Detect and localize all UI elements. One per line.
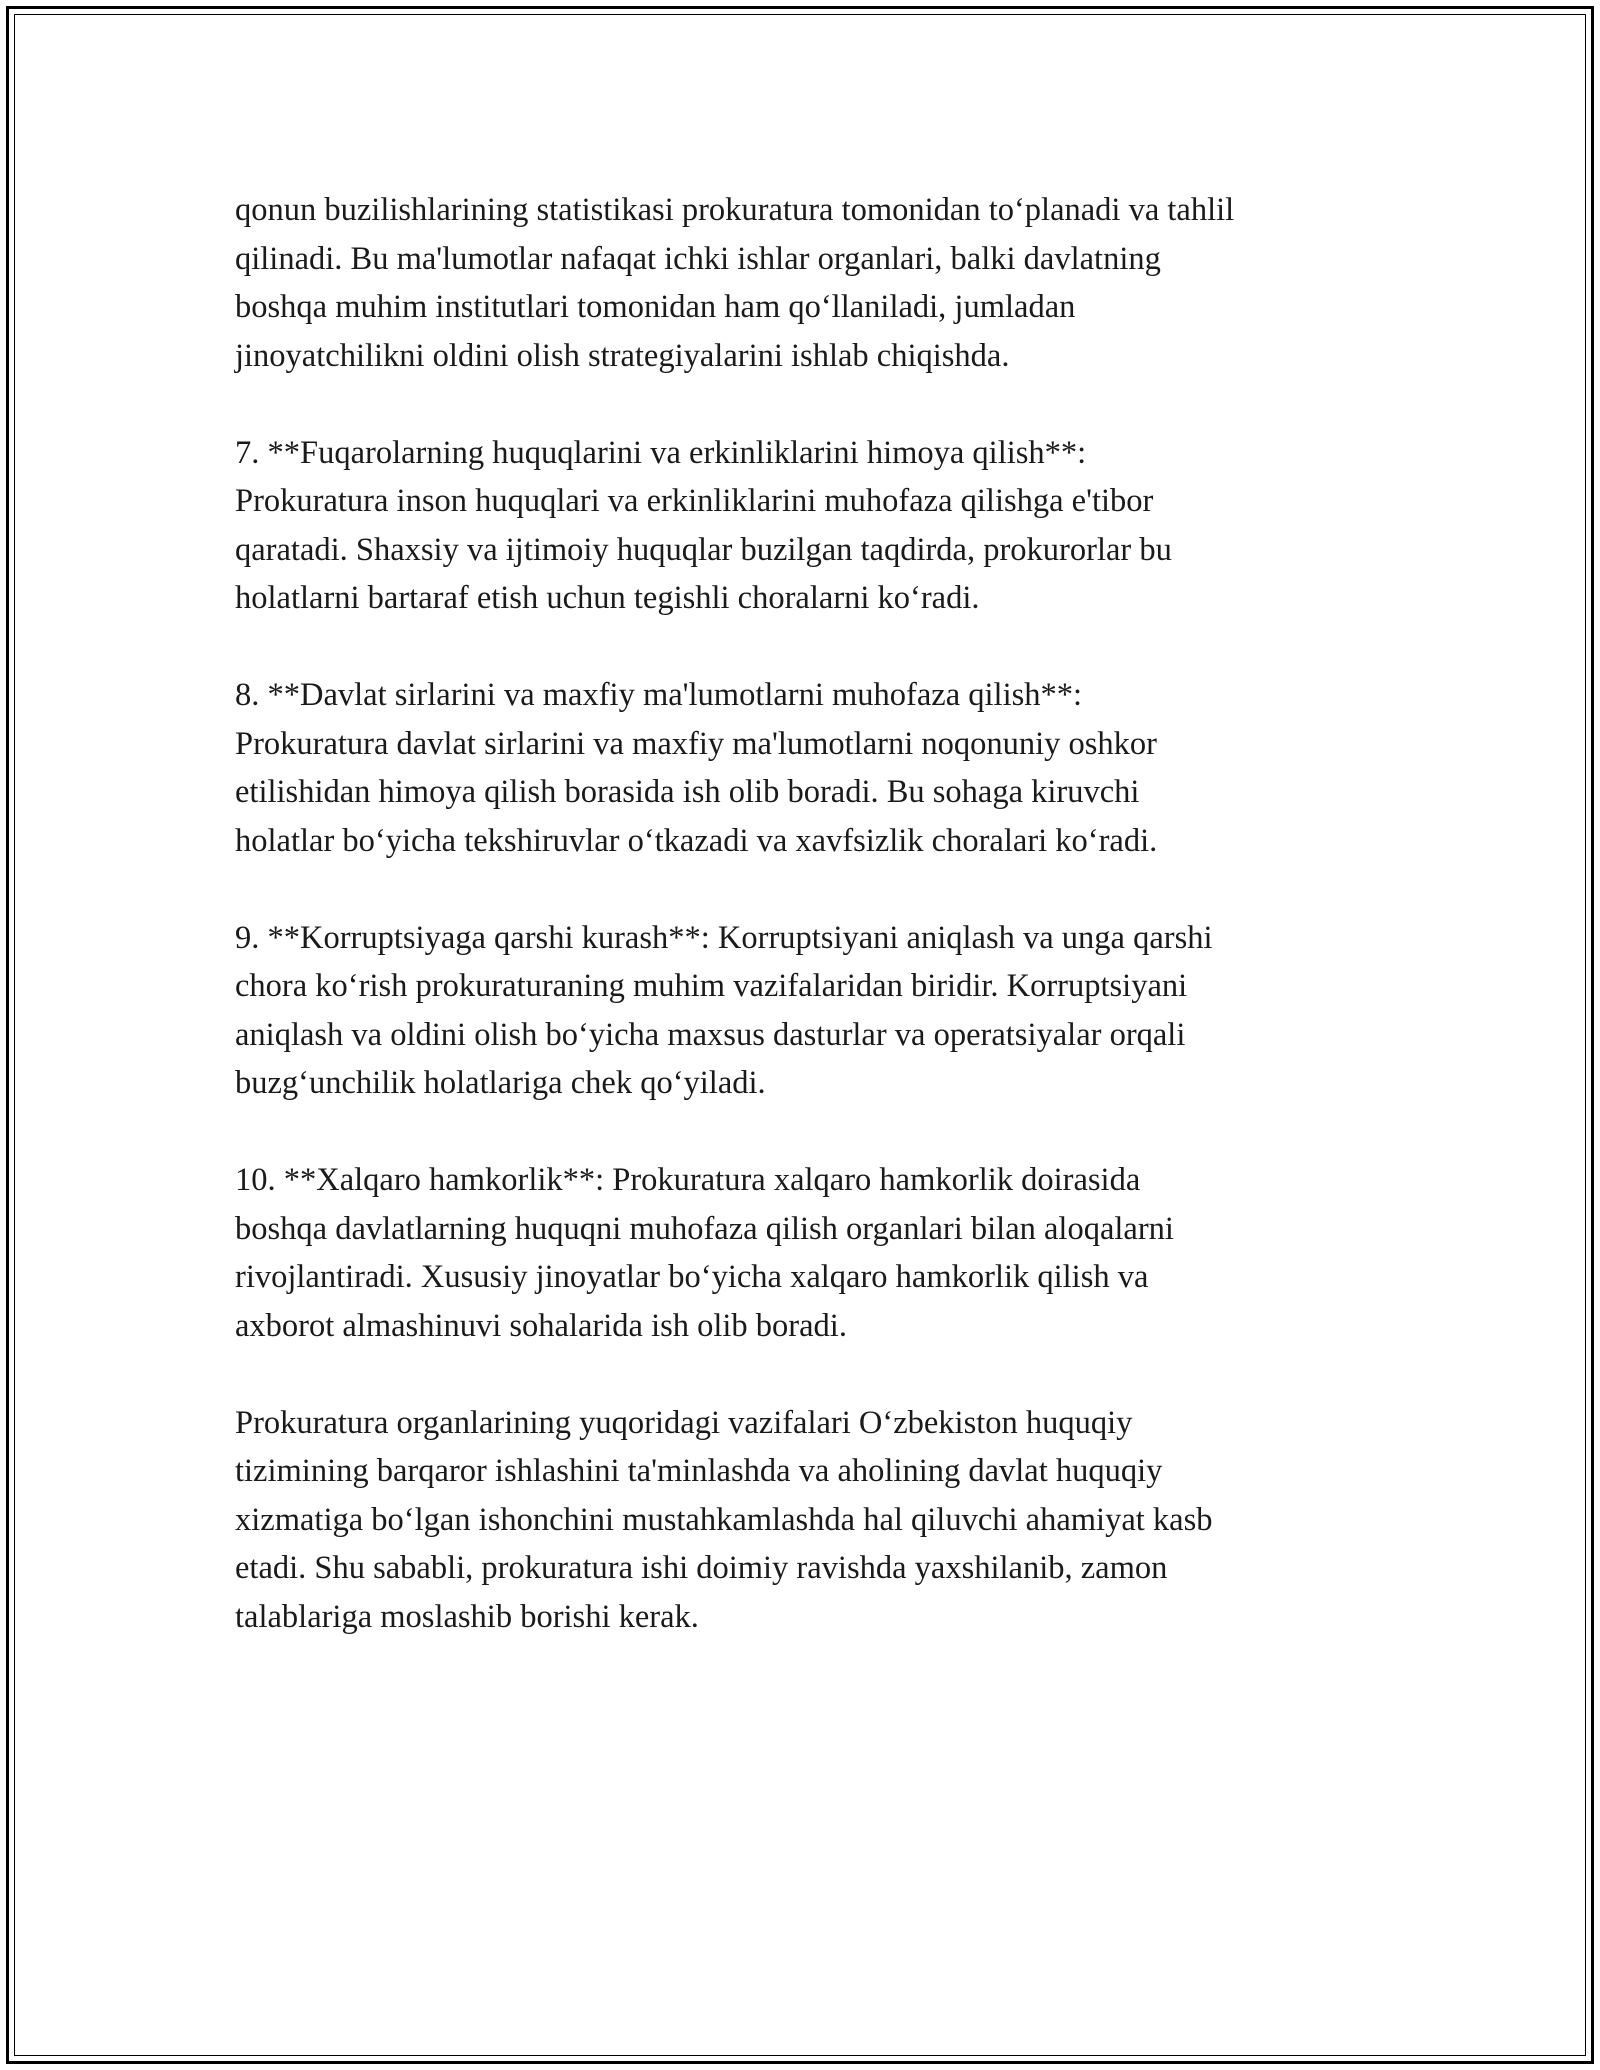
paragraph-item-7-citizen-rights: 7. **Fuqarolarning huquqlarini va erkinliklarini himoya qilish**: Prokuratura inson huquqlari va erkinliklarini muhofaza qilishga e'tibor qaratadi. Shaxsiy va ijtimoiy huquqlar buzilgan taqdirda, prokurorlar bu holatlarni bartaraf etish uchun tegishli choralarni ko‘radi.	[235, 434, 1172, 616]
paragraph-item-9-anti-corruption: 9. **Korruptsiyaga qarshi kurash**: Korruptsiyani aniqlash va unga qarshi chora ko‘rish prokuraturaning muhim vazifalaridan biridir. Korruptsiyani aniqlash va oldini olish bo‘yicha maxsus dasturlar va operatsiyalar orqali buzg‘unchilik holatlariga chek qo‘yiladi.	[235, 919, 1213, 1101]
paragraph-statistics-continuation: qonun buzilishlarining statistikasi prokuratura tomonidan to‘planadi va tahlil qilinadi. Bu ma'lumotlar nafaqat ichki ishlar organlari, balki davlatning boshqa muhim institutlari tomonidan ham qo‘llaniladi, jumladan jinoyatchilikni oldini olish strategiyalarini ishlab chiqishda.	[235, 192, 1235, 374]
paragraph-item-10-international-cooperation: 10. **Xalqaro hamkorlik**: Prokuratura xalqaro hamkorlik doirasida boshqa davlatlarning huquqni muhofaza qilish organlari bilan aloqalarni rivojlantiradi. Xususiy jinoyatlar bo‘yicha xalqaro hamkorlik qilish va axborot almashinuvi sohalarida ish olib boradi.	[235, 1162, 1174, 1344]
paragraph-conclusion: Prokuratura organlarining yuqoridagi vazifalari O‘zbekiston huquqiy tizimining barqaror ishlashini ta'minlashda va aholining davlat huquqiy xizmatiga bo‘lgan ishonchini mustahkamlashda hal qiluvchi ahamiyat kasb etadi. Shu sababli, prokuratura ishi doimiy ravishda yaxshilanib, zamon talablariga moslashib borishi kerak.	[235, 1404, 1213, 1635]
document-body	[235, 186, 1385, 1690]
paragraph-item-8-state-secrets: 8. **Davlat sirlarini va maxfiy ma'lumotlarni muhofaza qilish**: Prokuratura davlat sirlarini va maxfiy ma'lumotlarni noqonuniy oshkor etilishidan himoya qilish borasida ish olib boradi. Bu sohaga kiruvchi holatlar bo‘yicha tekshiruvlar o‘tkazadi va xavfsizlik choralari ko‘radi.	[235, 677, 1158, 859]
